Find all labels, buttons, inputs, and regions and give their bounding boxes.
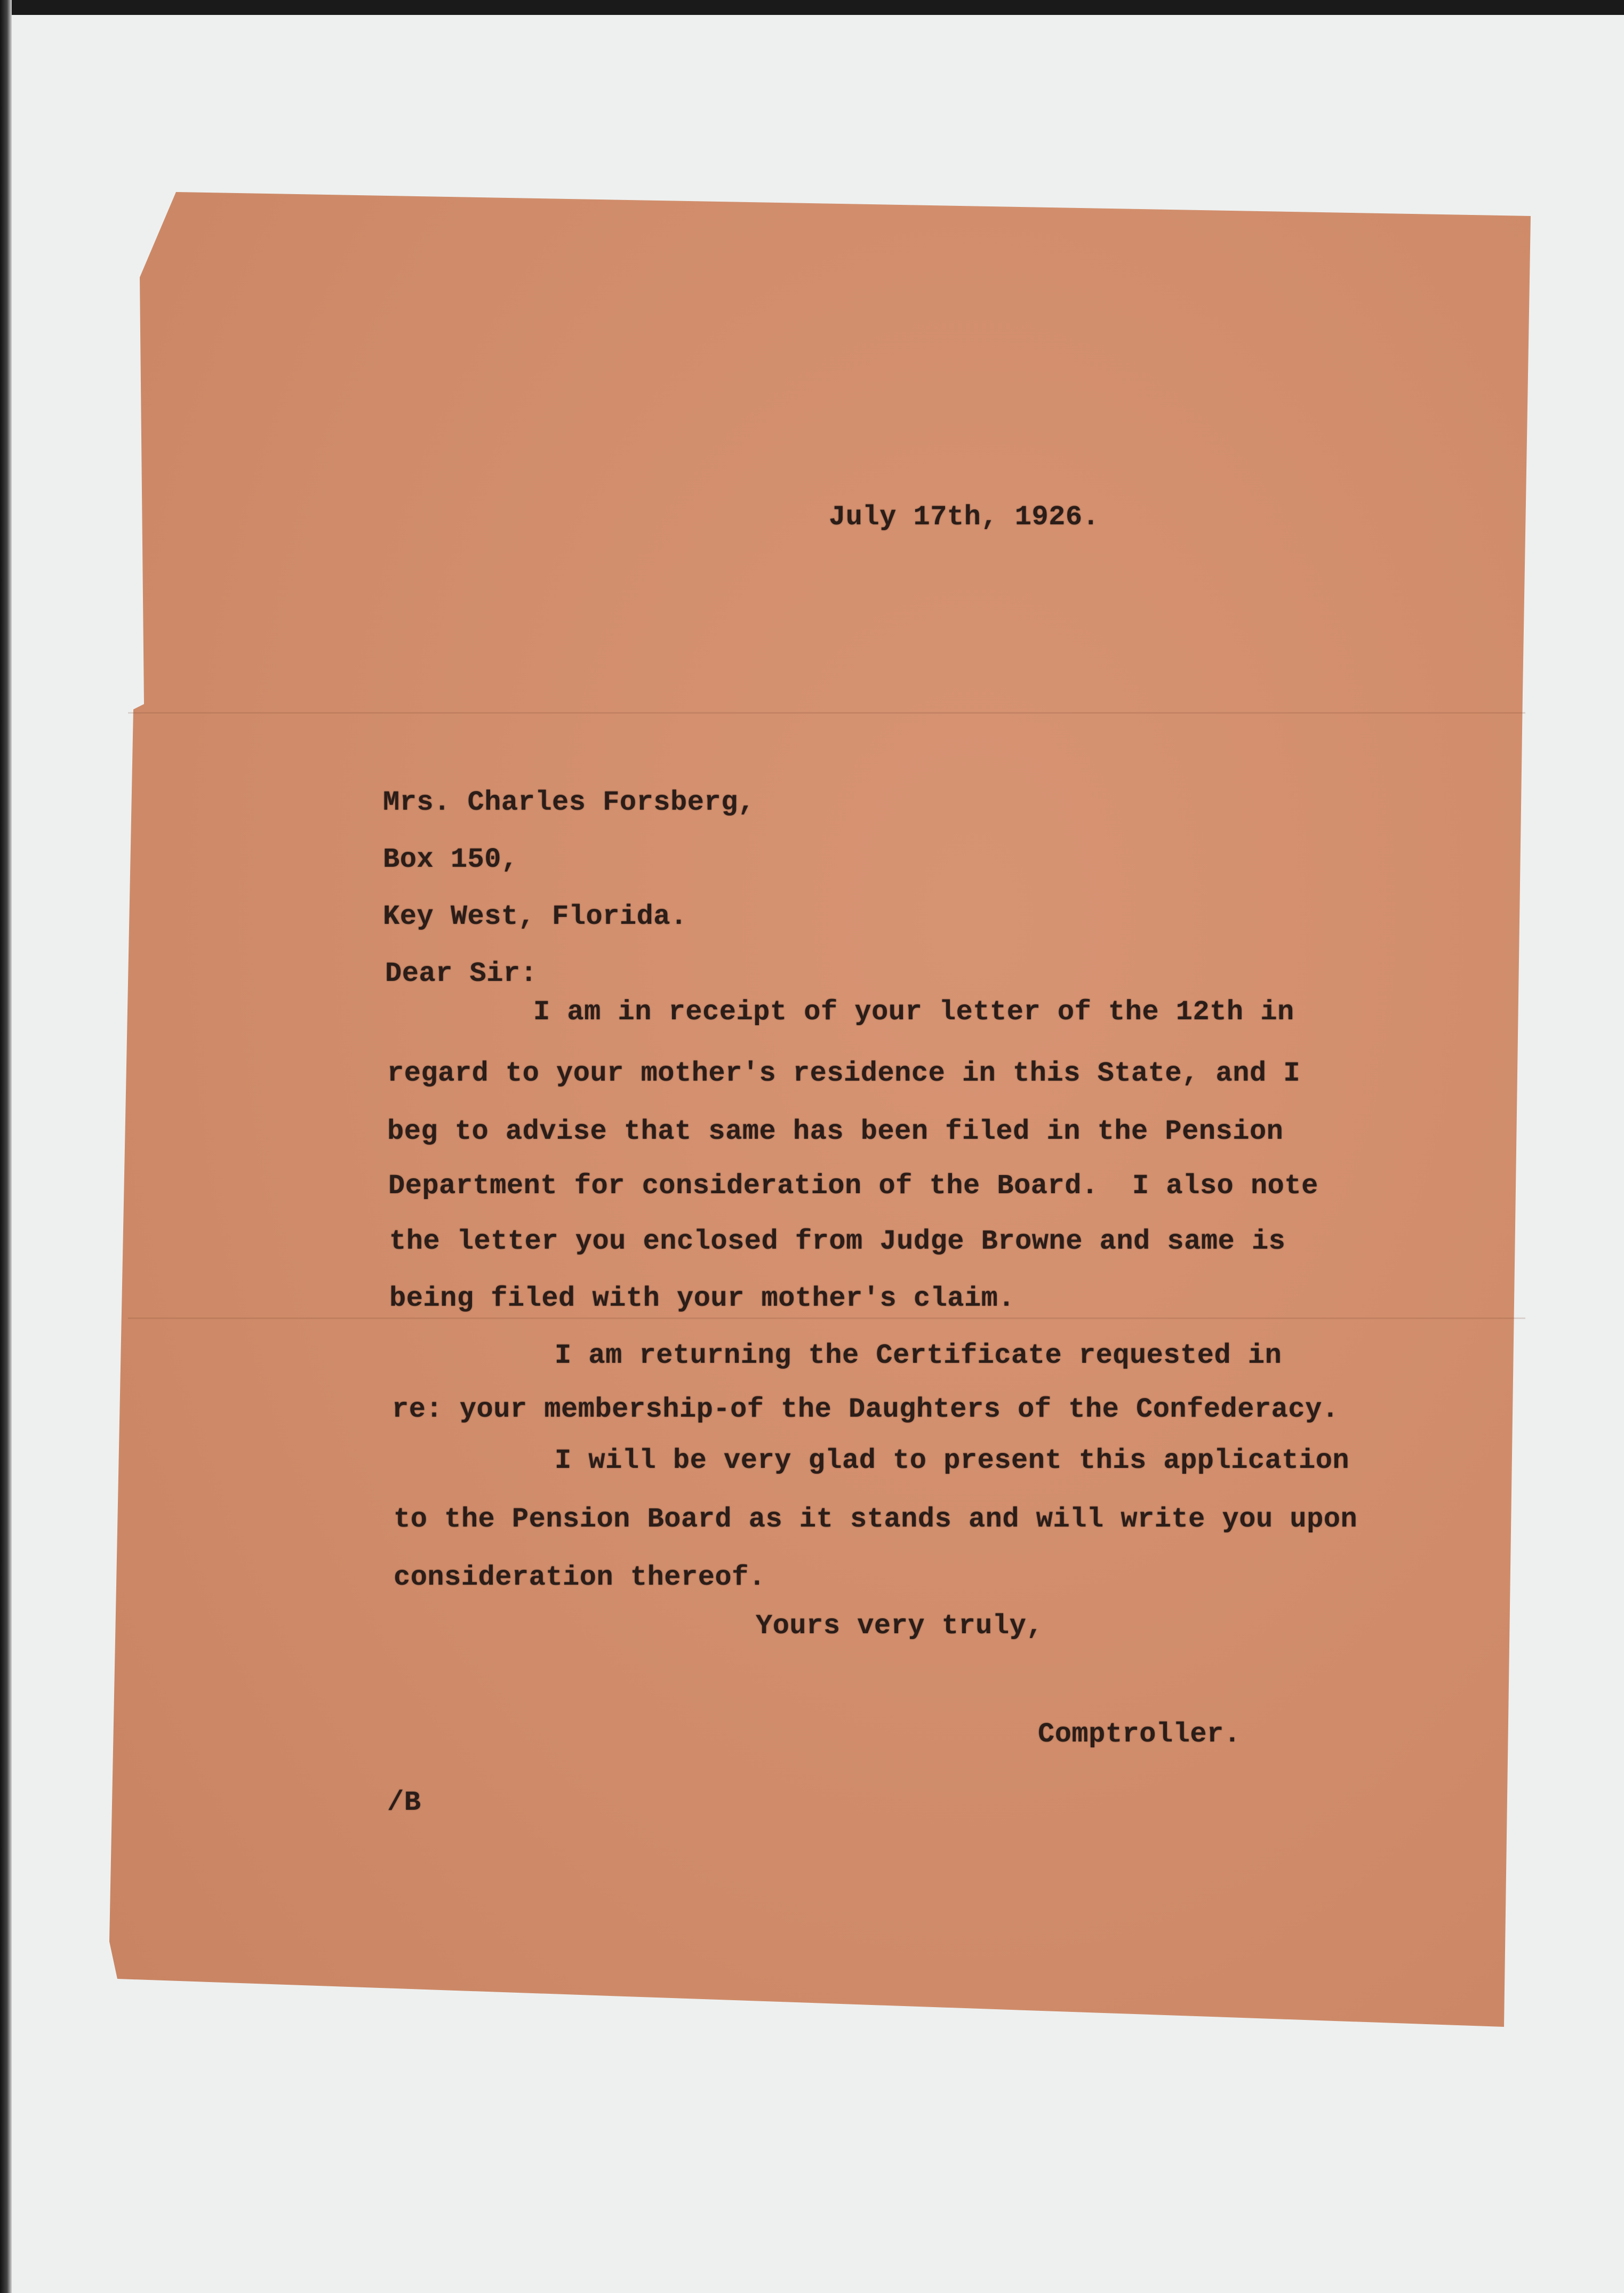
letter-date: July 17th, 1926. (829, 501, 1100, 533)
body-line: the letter you enclosed from Judge Browne and same is (389, 1226, 1286, 1257)
body-line: consideration thereof. (394, 1562, 766, 1593)
recipient-city: Key West, Florida. (383, 901, 687, 932)
scan-frame-left (0, 0, 12, 2293)
recipient-box: Box 150, (383, 844, 518, 875)
salutation: Dear Sir: (385, 958, 538, 989)
scan-frame-top (0, 0, 1624, 15)
body-line: I am returning the Certificate requested in (555, 1340, 1282, 1371)
typist-initials: /B (387, 1787, 421, 1818)
body-line: I am in receipt of your letter of the 12th in (533, 996, 1294, 1028)
closing: Yours very truly, (756, 1610, 1043, 1642)
body-line: to the Pension Board as it stands and will write you upon (394, 1504, 1358, 1535)
signature-title: Comptroller. (1038, 1719, 1241, 1750)
body-line: re: your membership-of the Daughters of the Confederacy. (392, 1394, 1339, 1425)
recipient-name: Mrs. Charles Forsberg, (383, 787, 755, 818)
paper-fold (128, 1317, 1525, 1319)
body-line: beg to advise that same has been filed in the Pension (387, 1116, 1284, 1147)
body-line: regard to your mother's residence in this State, and I (387, 1058, 1301, 1089)
body-line: being filed with your mother's claim. (389, 1283, 1015, 1314)
body-line: Department for consideration of the Board. I also note (388, 1170, 1318, 1202)
paper-fold (128, 712, 1525, 714)
body-line: I will be very glad to present this application (555, 1445, 1350, 1476)
